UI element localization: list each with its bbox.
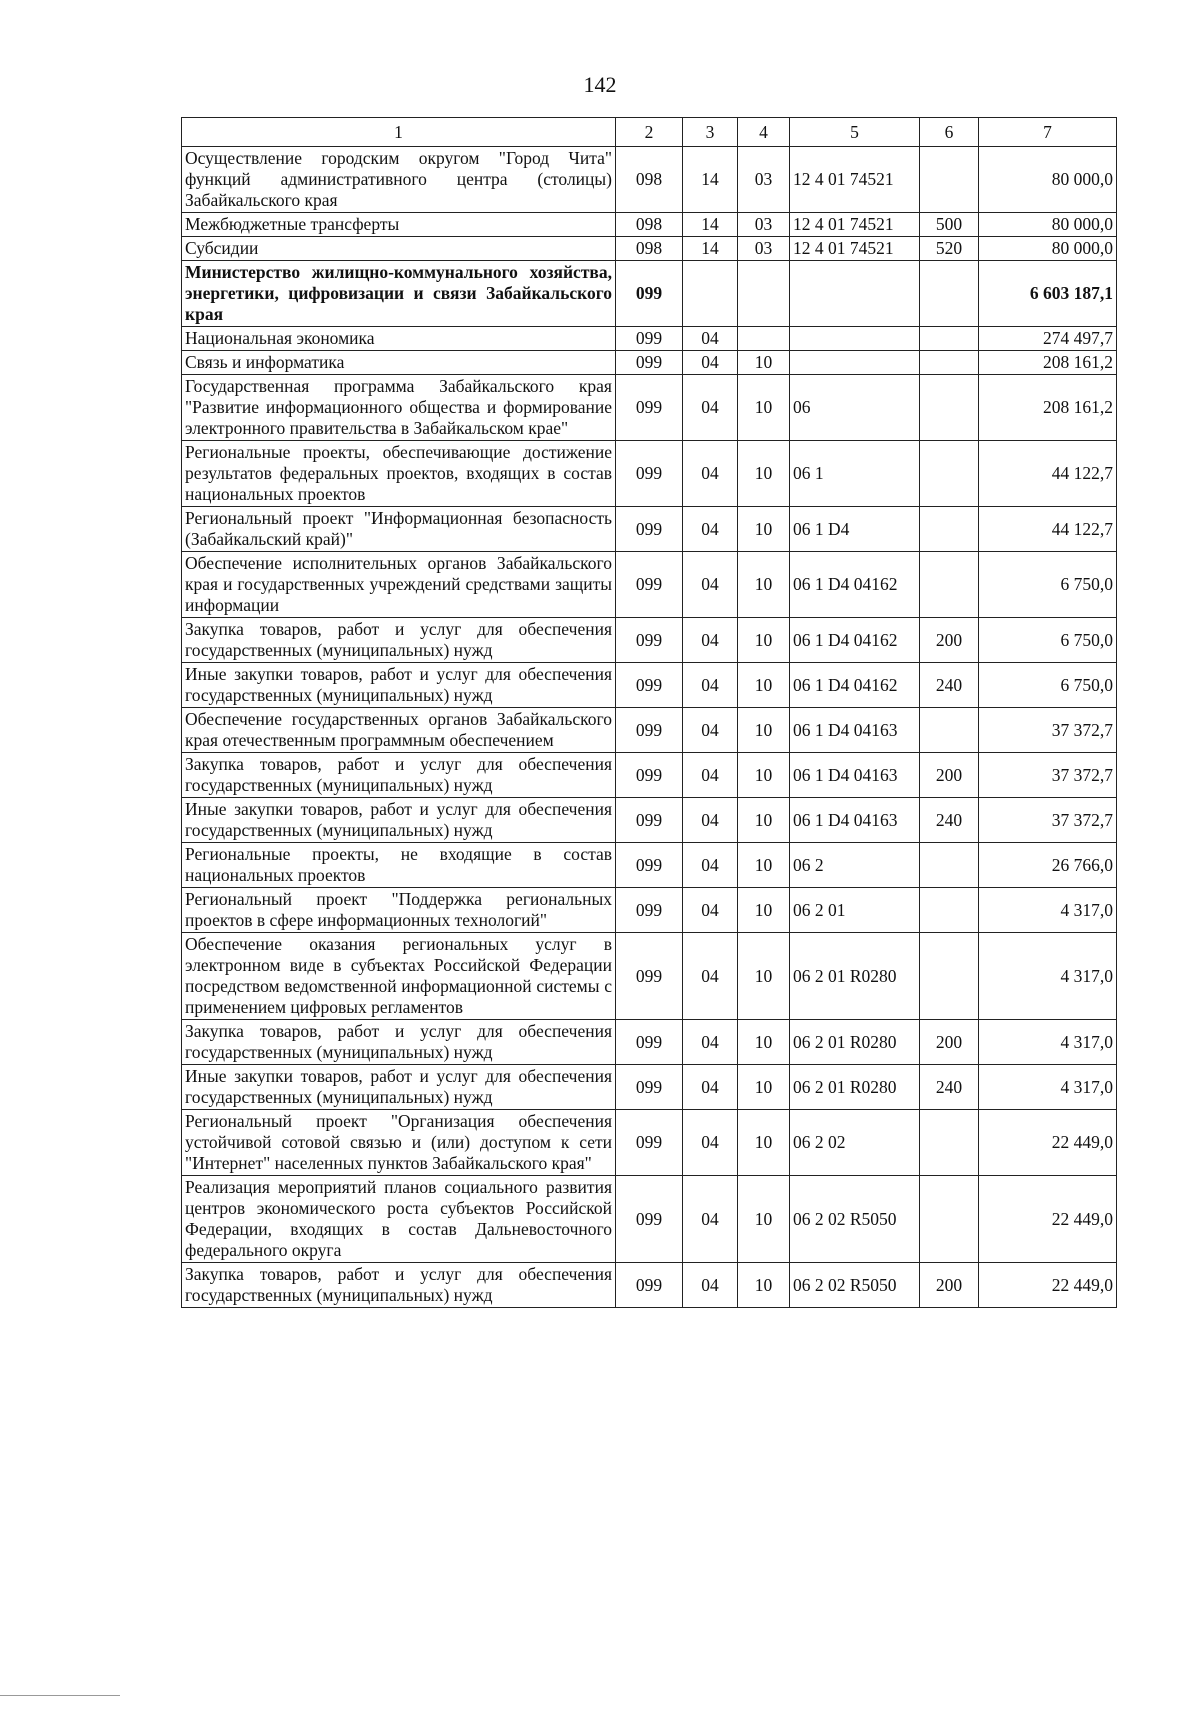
cell-sum: 22 449,0 bbox=[979, 1176, 1117, 1263]
cell-rz: 04 bbox=[683, 933, 738, 1020]
header-row bbox=[182, 118, 1117, 147]
cell-sum: 4 317,0 bbox=[979, 1020, 1117, 1065]
cell-rz: 04 bbox=[683, 351, 738, 375]
table-row bbox=[182, 147, 1117, 213]
cell-vr bbox=[920, 933, 979, 1020]
cell-csr: 06 2 01 R0280 bbox=[790, 1065, 920, 1110]
table-row bbox=[182, 261, 1117, 327]
cell-pr: 10 bbox=[738, 1263, 790, 1308]
cell-sum: 37 372,7 bbox=[979, 798, 1117, 843]
cell-ved: 099 bbox=[616, 327, 683, 351]
cell-ved: 099 bbox=[616, 843, 683, 888]
cell-sum: 6 750,0 bbox=[979, 618, 1117, 663]
cell-csr: 12 4 01 74521 bbox=[790, 147, 920, 213]
cell-pr: 10 bbox=[738, 351, 790, 375]
cell-ved: 099 bbox=[616, 1263, 683, 1308]
cell-rz: 04 bbox=[683, 327, 738, 351]
cell-name: Межбюджетные трансферты bbox=[182, 213, 616, 237]
cell-vr bbox=[920, 1110, 979, 1176]
cell-name: Закупка товаров, работ и услуг для обеспечения государственных (муниципальных) нужд bbox=[182, 1020, 616, 1065]
cell-vr: 520 bbox=[920, 237, 979, 261]
cell-name: Региональные проекты, обеспечивающие достижение результатов федеральных проектов, входящих в состав национальных проектов bbox=[182, 441, 616, 507]
cell-sum: 4 317,0 bbox=[979, 1065, 1117, 1110]
cell-csr: 06 2 01 bbox=[790, 888, 920, 933]
cell-name: Национальная экономика bbox=[182, 327, 616, 351]
table-row bbox=[182, 1263, 1117, 1308]
cell-pr: 10 bbox=[738, 798, 790, 843]
table-row bbox=[182, 327, 1117, 351]
cell-rz: 04 bbox=[683, 1065, 738, 1110]
table-row bbox=[182, 1065, 1117, 1110]
cell-rz: 14 bbox=[683, 213, 738, 237]
cell-pr: 10 bbox=[738, 1110, 790, 1176]
cell-pr: 10 bbox=[738, 933, 790, 1020]
header-col-7: 7 bbox=[979, 118, 1117, 147]
cell-ved: 099 bbox=[616, 1110, 683, 1176]
cell-rz: 04 bbox=[683, 798, 738, 843]
cell-csr: 12 4 01 74521 bbox=[790, 237, 920, 261]
cell-name: Закупка товаров, работ и услуг для обеспечения государственных (муниципальных) нужд bbox=[182, 618, 616, 663]
table-row bbox=[182, 1020, 1117, 1065]
cell-name: Осуществление городским округом "Город Чита" функций административного центра (столицы) Забайкальского края bbox=[182, 147, 616, 213]
cell-vr bbox=[920, 375, 979, 441]
table-row bbox=[182, 708, 1117, 753]
cell-ved: 098 bbox=[616, 237, 683, 261]
cell-name: Региональный проект "Организация обеспечения устойчивой сотовой связью и (или) доступом к сети "Интернет" населенных пунктов Забайкальского края" bbox=[182, 1110, 616, 1176]
cell-sum: 6 750,0 bbox=[979, 552, 1117, 618]
cell-vr bbox=[920, 351, 979, 375]
cell-vr: 200 bbox=[920, 618, 979, 663]
cell-csr: 06 1 bbox=[790, 441, 920, 507]
cell-ved: 099 bbox=[616, 507, 683, 552]
cell-rz: 04 bbox=[683, 1110, 738, 1176]
cell-ved: 099 bbox=[616, 708, 683, 753]
cell-name: Региональный проект "Информационная безопасность (Забайкальский край)" bbox=[182, 507, 616, 552]
cell-vr bbox=[920, 888, 979, 933]
cell-pr: 10 bbox=[738, 375, 790, 441]
cell-csr: 06 1 D4 04163 bbox=[790, 798, 920, 843]
cell-csr bbox=[790, 327, 920, 351]
cell-vr: 200 bbox=[920, 753, 979, 798]
cell-csr: 06 1 D4 04162 bbox=[790, 552, 920, 618]
cell-pr: 10 bbox=[738, 552, 790, 618]
cell-rz: 04 bbox=[683, 663, 738, 708]
cell-vr bbox=[920, 843, 979, 888]
cell-ved: 099 bbox=[616, 933, 683, 1020]
cell-rz: 04 bbox=[683, 1176, 738, 1263]
cell-sum: 4 317,0 bbox=[979, 933, 1117, 1020]
cell-ved: 099 bbox=[616, 753, 683, 798]
table-row bbox=[182, 552, 1117, 618]
cell-pr: 10 bbox=[738, 708, 790, 753]
table-row bbox=[182, 843, 1117, 888]
cell-name: Иные закупки товаров, работ и услуг для обеспечения государственных (муниципальных) нужд bbox=[182, 798, 616, 843]
table-row bbox=[182, 753, 1117, 798]
cell-csr: 06 2 02 bbox=[790, 1110, 920, 1176]
cell-sum: 22 449,0 bbox=[979, 1263, 1117, 1308]
table-row bbox=[182, 375, 1117, 441]
cell-pr bbox=[738, 261, 790, 327]
header-col-3: 3 bbox=[683, 118, 738, 147]
cell-pr: 03 bbox=[738, 213, 790, 237]
cell-name: Обеспечение исполнительных органов Забайкальского края и государственных учреждений средствами защиты информации bbox=[182, 552, 616, 618]
cell-csr: 12 4 01 74521 bbox=[790, 213, 920, 237]
cell-name: Региональный проект "Поддержка региональных проектов в сфере информационных технологий" bbox=[182, 888, 616, 933]
cell-ved: 099 bbox=[616, 1065, 683, 1110]
cell-rz: 04 bbox=[683, 708, 738, 753]
cell-csr: 06 1 D4 04162 bbox=[790, 618, 920, 663]
cell-vr: 240 bbox=[920, 1065, 979, 1110]
cell-csr: 06 1 D4 04162 bbox=[790, 663, 920, 708]
table-row bbox=[182, 1176, 1117, 1263]
budget-table bbox=[181, 117, 1117, 1308]
cell-rz bbox=[683, 261, 738, 327]
cell-ved: 099 bbox=[616, 663, 683, 708]
table-row bbox=[182, 441, 1117, 507]
table-row bbox=[182, 933, 1117, 1020]
cell-sum: 208 161,2 bbox=[979, 375, 1117, 441]
cell-ved: 099 bbox=[616, 618, 683, 663]
cell-csr: 06 2 01 R0280 bbox=[790, 933, 920, 1020]
cell-vr bbox=[920, 1176, 979, 1263]
cell-sum: 37 372,7 bbox=[979, 708, 1117, 753]
header-col-1: 1 bbox=[182, 118, 616, 147]
cell-sum: 22 449,0 bbox=[979, 1110, 1117, 1176]
header-col-5: 5 bbox=[790, 118, 920, 147]
header-col-2: 2 bbox=[616, 118, 683, 147]
cell-rz: 14 bbox=[683, 237, 738, 261]
table-row bbox=[182, 213, 1117, 237]
cell-ved: 099 bbox=[616, 441, 683, 507]
cell-vr: 500 bbox=[920, 213, 979, 237]
cell-csr bbox=[790, 261, 920, 327]
cell-name: Закупка товаров, работ и услуг для обеспечения государственных (муниципальных) нужд bbox=[182, 753, 616, 798]
cell-vr bbox=[920, 327, 979, 351]
cell-ved: 099 bbox=[616, 375, 683, 441]
cell-rz: 04 bbox=[683, 618, 738, 663]
cell-ved: 099 bbox=[616, 888, 683, 933]
cell-rz: 04 bbox=[683, 843, 738, 888]
cell-sum: 4 317,0 bbox=[979, 888, 1117, 933]
cell-name: Иные закупки товаров, работ и услуг для обеспечения государственных (муниципальных) нужд bbox=[182, 1065, 616, 1110]
cell-name: Обеспечение государственных органов Забайкальского края отечественным программным обеспечением bbox=[182, 708, 616, 753]
cell-pr: 10 bbox=[738, 441, 790, 507]
cell-vr bbox=[920, 441, 979, 507]
table-row bbox=[182, 888, 1117, 933]
cell-rz: 04 bbox=[683, 1263, 738, 1308]
cell-ved: 099 bbox=[616, 351, 683, 375]
cell-sum: 44 122,7 bbox=[979, 507, 1117, 552]
cell-csr: 06 1 D4 04163 bbox=[790, 708, 920, 753]
cell-sum: 44 122,7 bbox=[979, 441, 1117, 507]
cell-pr: 10 bbox=[738, 888, 790, 933]
cell-pr: 03 bbox=[738, 237, 790, 261]
cell-csr: 06 1 D4 bbox=[790, 507, 920, 552]
cell-pr: 10 bbox=[738, 507, 790, 552]
cell-name: Обеспечение оказания региональных услуг в электронном виде в субъектах Российской Федерации посредством ведомственной информационной системы с применением цифровых регламентов bbox=[182, 933, 616, 1020]
cell-vr: 200 bbox=[920, 1263, 979, 1308]
cell-name: Иные закупки товаров, работ и услуг для обеспечения государственных (муниципальных) нужд bbox=[182, 663, 616, 708]
cell-rz: 04 bbox=[683, 375, 738, 441]
table-row bbox=[182, 618, 1117, 663]
cell-ved: 099 bbox=[616, 798, 683, 843]
table-row bbox=[182, 798, 1117, 843]
cell-rz: 04 bbox=[683, 507, 738, 552]
cell-rz: 04 bbox=[683, 753, 738, 798]
cell-sum: 6 603 187,1 bbox=[979, 261, 1117, 327]
cell-pr: 10 bbox=[738, 1020, 790, 1065]
table-row bbox=[182, 1110, 1117, 1176]
cell-rz: 04 bbox=[683, 1020, 738, 1065]
table-row bbox=[182, 663, 1117, 708]
cell-rz: 04 bbox=[683, 552, 738, 618]
cell-csr: 06 2 bbox=[790, 843, 920, 888]
cell-pr bbox=[738, 327, 790, 351]
page-number: 142 bbox=[583, 72, 617, 97]
cell-ved: 099 bbox=[616, 261, 683, 327]
cell-csr: 06 1 D4 04163 bbox=[790, 753, 920, 798]
cell-name: Связь и информатика bbox=[182, 351, 616, 375]
cell-name: Закупка товаров, работ и услуг для обеспечения государственных (муниципальных) нужд bbox=[182, 1263, 616, 1308]
cell-sum: 208 161,2 bbox=[979, 351, 1117, 375]
table-body bbox=[182, 147, 1117, 1308]
cell-vr: 200 bbox=[920, 1020, 979, 1065]
header-col-6: 6 bbox=[920, 118, 979, 147]
table-row bbox=[182, 237, 1117, 261]
cell-csr: 06 bbox=[790, 375, 920, 441]
cell-csr bbox=[790, 351, 920, 375]
cell-name: Региональные проекты, не входящие в состав национальных проектов bbox=[182, 843, 616, 888]
cell-ved: 098 bbox=[616, 213, 683, 237]
table-row bbox=[182, 507, 1117, 552]
cell-ved: 099 bbox=[616, 552, 683, 618]
cell-sum: 26 766,0 bbox=[979, 843, 1117, 888]
scan-artifact-line bbox=[0, 1695, 120, 1696]
cell-pr: 10 bbox=[738, 618, 790, 663]
cell-ved: 098 bbox=[616, 147, 683, 213]
cell-rz: 14 bbox=[683, 147, 738, 213]
cell-rz: 04 bbox=[683, 441, 738, 507]
cell-sum: 37 372,7 bbox=[979, 753, 1117, 798]
cell-ved: 099 bbox=[616, 1176, 683, 1263]
cell-ved: 099 bbox=[616, 1020, 683, 1065]
cell-sum: 274 497,7 bbox=[979, 327, 1117, 351]
cell-pr: 10 bbox=[738, 843, 790, 888]
cell-name: Государственная программа Забайкальского края "Развитие информационного общества и формирование электронного правительства в Забайкальском крае" bbox=[182, 375, 616, 441]
cell-vr bbox=[920, 507, 979, 552]
cell-sum: 6 750,0 bbox=[979, 663, 1117, 708]
cell-vr: 240 bbox=[920, 663, 979, 708]
cell-name: Реализация мероприятий планов социального развития центров экономического роста субъектов Российской Федерации, входящих в состав Дальневосточного федерального округа bbox=[182, 1176, 616, 1263]
cell-sum: 80 000,0 bbox=[979, 147, 1117, 213]
cell-sum: 80 000,0 bbox=[979, 213, 1117, 237]
cell-vr bbox=[920, 261, 979, 327]
table-row bbox=[182, 351, 1117, 375]
cell-csr: 06 2 02 R5050 bbox=[790, 1263, 920, 1308]
cell-vr bbox=[920, 552, 979, 618]
cell-vr: 240 bbox=[920, 798, 979, 843]
cell-vr bbox=[920, 147, 979, 213]
cell-rz: 04 bbox=[683, 888, 738, 933]
cell-pr: 10 bbox=[738, 753, 790, 798]
cell-sum: 80 000,0 bbox=[979, 237, 1117, 261]
cell-csr: 06 2 01 R0280 bbox=[790, 1020, 920, 1065]
cell-pr: 10 bbox=[738, 663, 790, 708]
header-col-4: 4 bbox=[738, 118, 790, 147]
cell-name: Министерство жилищно-коммунального хозяйства, энергетики, цифровизации и связи Забайкальского края bbox=[182, 261, 616, 327]
cell-vr bbox=[920, 708, 979, 753]
cell-pr: 03 bbox=[738, 147, 790, 213]
cell-pr: 10 bbox=[738, 1176, 790, 1263]
cell-name: Субсидии bbox=[182, 237, 616, 261]
cell-csr: 06 2 02 R5050 bbox=[790, 1176, 920, 1263]
cell-pr: 10 bbox=[738, 1065, 790, 1110]
